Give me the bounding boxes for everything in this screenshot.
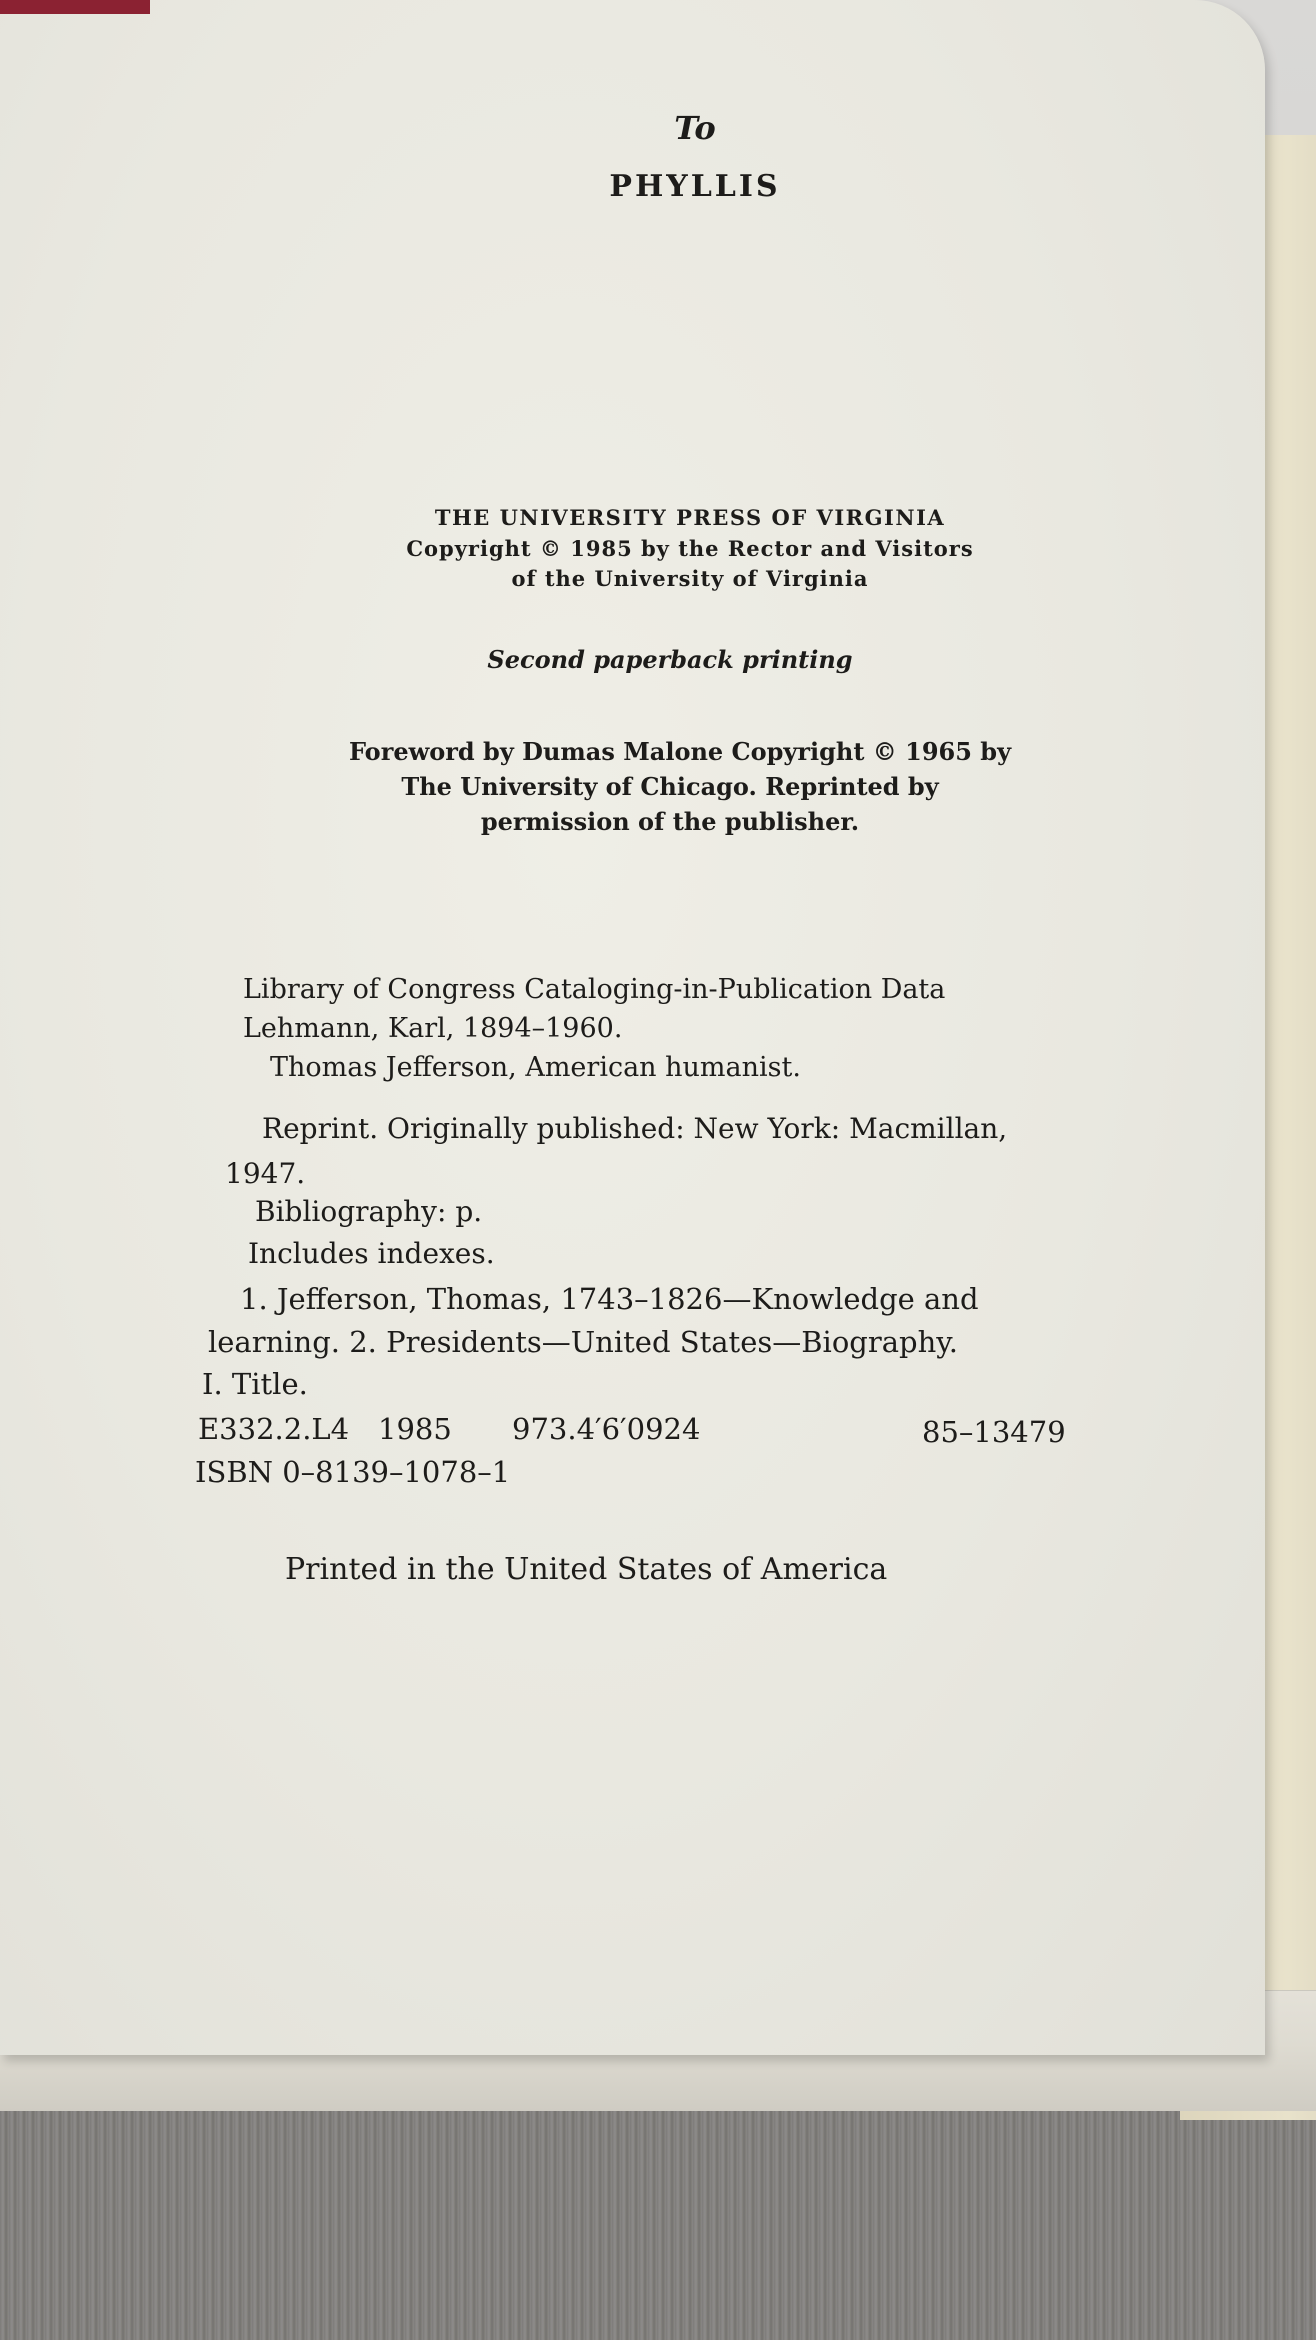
- dedication-name: PHYLLIS: [609, 169, 781, 204]
- copyright-holder: of the University of Virginia: [511, 566, 869, 591]
- cip-dewey: 973.4′6′0924: [512, 1412, 701, 1446]
- cip-bibliography: Bibliography: p.: [255, 1195, 483, 1228]
- cip-heading: Library of Congress Cataloging-in-Publication Data: [243, 974, 946, 1005]
- cip-call-number: E332.2.L4: [198, 1412, 350, 1446]
- cover-corner: [0, 0, 150, 14]
- foreword-line-3: permission of the publisher.: [480, 807, 860, 836]
- publisher-name: THE UNIVERSITY PRESS OF VIRGINIA: [434, 505, 946, 530]
- cip-author: Lehmann, Karl, 1894–1960.: [243, 1013, 623, 1044]
- cip-subjects-line-1: 1. Jefferson, Thomas, 1743–1826—Knowledge and: [240, 1282, 979, 1316]
- cip-reprint-line-1: Reprint. Originally published: New York: Macmillan,: [262, 1112, 1008, 1145]
- printing-note: Second paperback printing: [487, 645, 853, 674]
- cip-title-entry: I. Title.: [202, 1367, 308, 1401]
- cip-subjects-line-2: learning. 2. Presidents—United States—Biography.: [208, 1325, 958, 1359]
- cip-lccn: 85–13479: [922, 1415, 1066, 1449]
- table-surface: [0, 2095, 1316, 2340]
- cip-title: Thomas Jefferson, American humanist.: [270, 1052, 801, 1083]
- copyright-line: Copyright © 1985 by the Rector and Visitors: [406, 536, 974, 561]
- foreword-line-1: Foreword by Dumas Malone Copyright © 1965 by: [348, 737, 1012, 766]
- cip-indexes: Includes indexes.: [248, 1237, 495, 1270]
- cip-isbn: ISBN 0–8139–1078–1: [195, 1455, 511, 1489]
- dedication-to: To: [674, 109, 716, 147]
- foreword-line-2: The University of Chicago. Reprinted by: [401, 772, 939, 801]
- cip-reprint-line-2: 1947.: [225, 1157, 306, 1190]
- cip-year: 1985: [378, 1412, 452, 1446]
- printed-in-note: Printed in the United States of America: [285, 1552, 888, 1587]
